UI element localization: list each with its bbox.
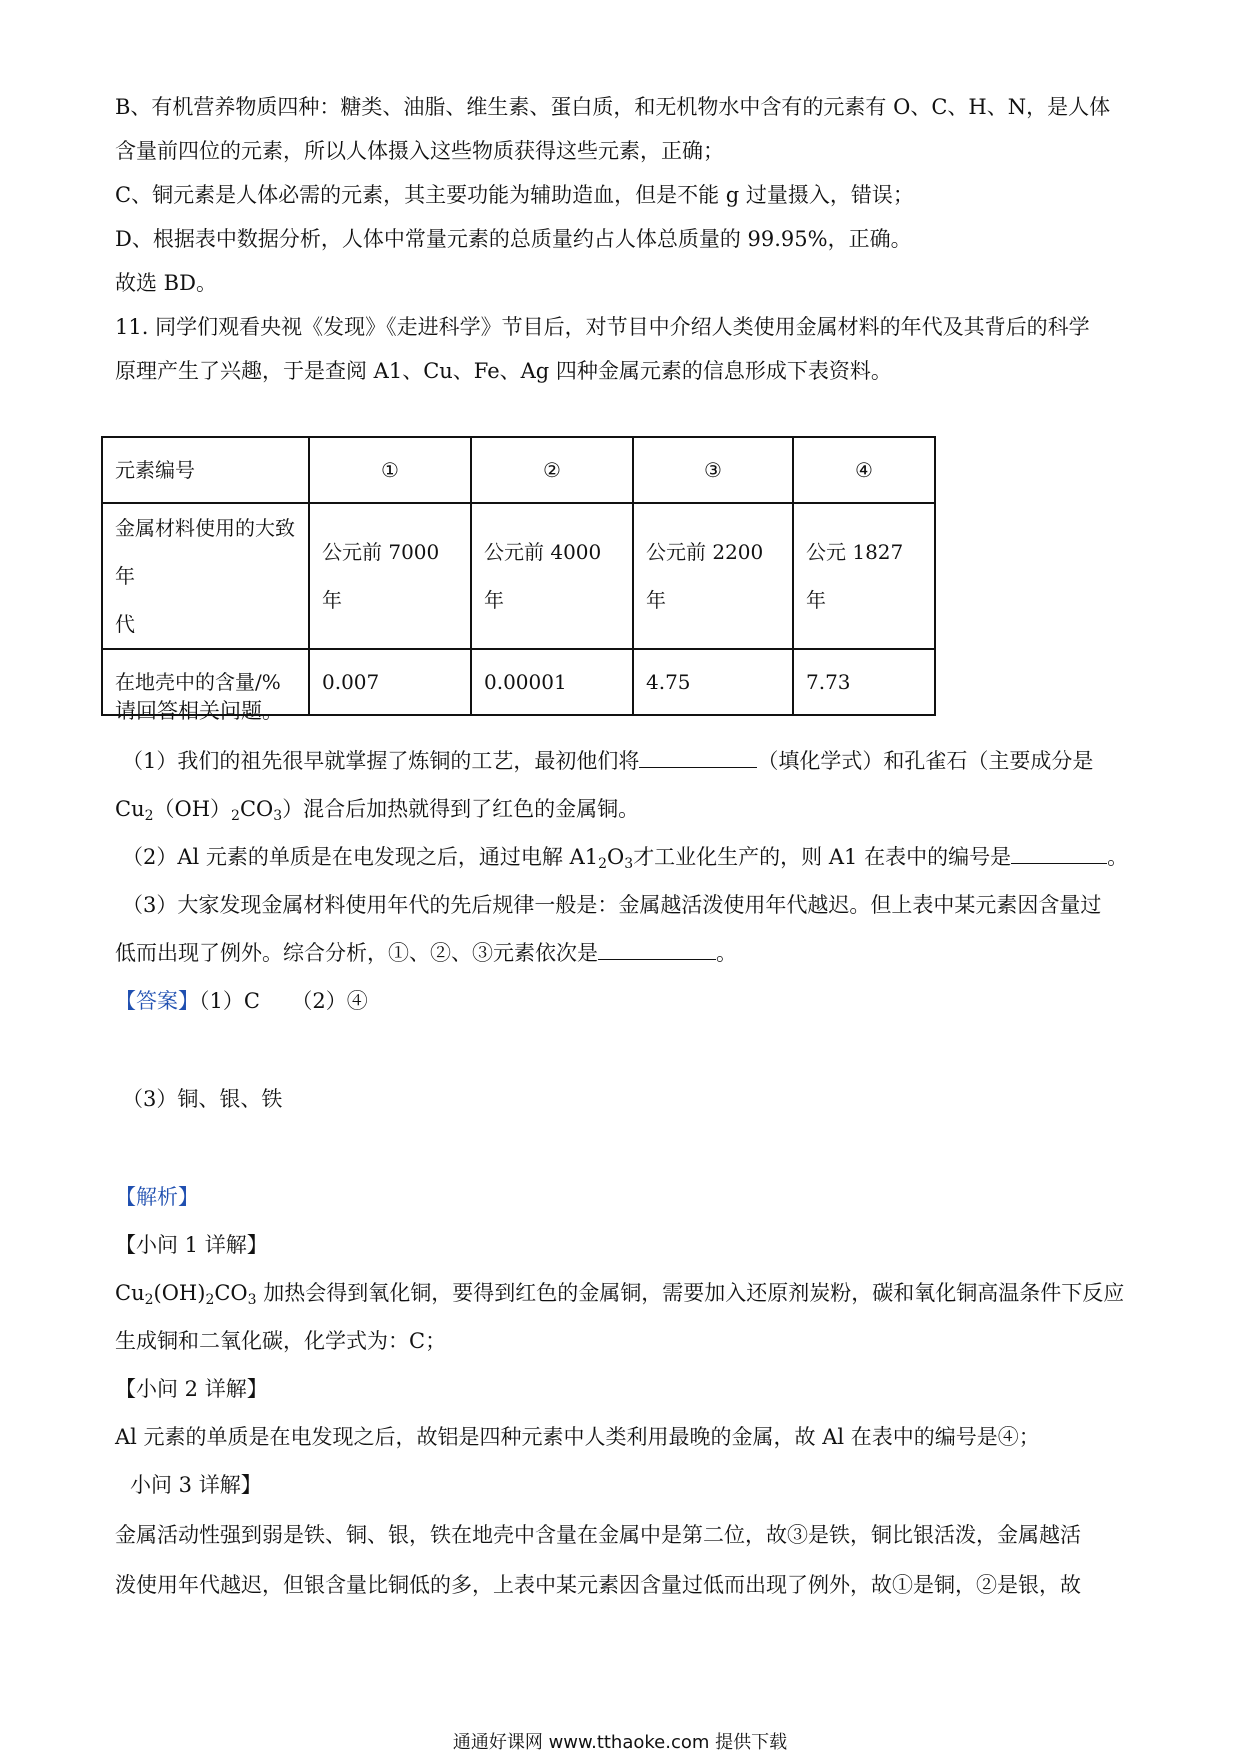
sub-1-line-2: 生成铜和二氧化碳，化学式为：C； [115,1329,447,1353]
text-segment: Cu [115,797,145,821]
sub-3-line-2: 泼使用年代越迟，但银含量比铜低的多，上表中某元素因含量过低而出现了例外，故①是铜，②是银，故 [115,1573,1081,1597]
sub-question-1-line-1 [122,746,1142,776]
cell-text: 公元前 7000 [322,540,440,564]
table-cell: 4.75 [633,649,793,715]
subscript: 2 [598,856,608,872]
text-segment: CO [239,797,274,821]
cell-text: 年 [322,588,342,612]
question-11-line-1: 11. 同学们观看央视《发现》《走进科学》节目后，对节目中介绍人类使用金属材料的年代及其背后的科学 [115,315,1090,339]
table-cell: ③ [633,437,793,503]
subscript: 3 [273,808,283,824]
cell-text: 代 [115,612,135,636]
text-segment: （OH） [153,797,232,821]
text-segment: O [607,845,625,869]
table-cell: 公元 1827 年 [793,503,935,649]
table-cell: ④ [793,437,935,503]
text-segment: CO [214,1281,248,1305]
table-row-years [102,503,935,649]
text-segment: 。 [716,941,737,965]
question-11-line-2: 原理产生了兴趣，于是查阅 A1、Cu、Fe、Ag 四种金属元素的信息形成下表资料。 [115,359,892,383]
answer-tag: 【答案】 [115,989,199,1013]
subscript: 3 [247,1292,257,1308]
sub-1-line-1 [115,1278,1135,1315]
text-segment: Cu [115,1281,145,1305]
sub-3-title: 小问 3 详解】 [130,1473,262,1497]
sub-question-3-line-2 [115,938,1135,968]
answer-blank [598,939,716,960]
table-cell: 在地壳中的含量/% [102,649,309,715]
cell-text: 年 [484,588,504,612]
option-b-line-1: B、有机营养物质四种：糖类、油脂、维生素、蛋白质，和无机物水中含有的元素有 O、C、H、N，是人体 [115,95,1111,119]
table-cell [102,503,309,649]
subscript: 3 [624,856,634,872]
answer-text: （1）C （2）④ [199,989,368,1013]
table-cell: ① [309,437,471,503]
option-d-line: D、根据表中数据分析，人体中常量元素的总质量约占人体总质量的 99.95%，正确。 [115,227,912,251]
text-segment: (OH) [153,1281,206,1305]
table-cell: 0.007 [309,649,471,715]
option-b-line-2: 含量前四位的元素，所以人体摄入这些物质获得这些元素，正确； [115,139,724,163]
metal-info-table [101,436,936,716]
cell-text: 公元前 4000 [484,540,602,564]
table-cell: 元素编号 [102,437,309,503]
table-header-row [102,437,935,503]
cell-text: 金属材料使用的大致年 [115,516,295,588]
subscript: 2 [144,1292,154,1308]
text-segment: 。 [1107,845,1129,869]
table-cell: 7.73 [793,649,935,715]
answer-line-3: （3）铜、银、铁 [122,1087,283,1111]
answer-blank [1011,843,1107,864]
text-segment: 加热会得到氧化铜，要得到红色的金属铜，需要加入还原剂炭粉，碳和氧化铜高温条件下反应 [256,1281,1125,1305]
sub-3-line-1: 金属活动性强到弱是铁、铜、银，铁在地壳中含量在金属中是第二位，故③是铁，铜比银活泼，金属越活 [115,1523,1081,1547]
sub-question-2-line [122,842,1142,879]
option-c-line: C、铜元素是人体必需的元素，其主要功能为辅助造血，但是不能 g 过量摄入，错误； [115,183,914,207]
sub-question-3-line-1: （3）大家发现金属材料使用年代的先后规律一般是：金属越活泼使用年代越迟。但上表中某元素因含量过 [122,893,1102,917]
answer-prompt: 请回答相关问题。 [115,699,283,723]
cell-text: 公元前 2200 [646,540,764,564]
table-cell [309,503,471,649]
table-cell [633,503,793,649]
sub-2-title: 【小问 2 详解】 [115,1377,268,1401]
table-cell [471,503,633,649]
answer-blank [639,747,757,768]
choice-conclusion: 故选 BD。 [115,271,217,295]
text-segment: 才工业化生产的，则 A1 在表中的编号是 [633,845,1012,869]
table-cell: 0.00001 [471,649,633,715]
sub-1-title: 【小问 1 详解】 [115,1233,268,1257]
subscript: 2 [144,808,154,824]
answer-line [115,986,1135,1016]
text-segment: ）混合后加热就得到了红色的金属铜。 [282,797,640,821]
text-segment: （1）我们的祖先很早就掌握了炼铜的工艺，最初他们将 [122,749,640,773]
table-cell: ② [471,437,633,503]
subscript: 2 [205,1292,215,1308]
text-segment: （2）Al 元素的单质是在电发现之后，通过电解 A1 [122,845,599,869]
text-segment: （填化学式）和孔雀石（主要成分是 [757,749,1094,773]
subscript: 2 [231,808,240,824]
text-segment: 低而出现了例外。综合分析，①、②、③元素依次是 [115,941,598,965]
cell-text: 年 [646,588,666,612]
sub-question-1-line-2 [115,794,1135,831]
analysis-tag: 【解析】 [115,1185,199,1209]
sub-2-line-1: Al 元素的单质是在电发现之后，故铝是四种元素中人类利用最晚的金属，故 Al 在表中的编号是④； [115,1425,1040,1449]
footer-watermark: 通通好课网 www.tthaoke.com 提供下载 [452,1732,788,1753]
